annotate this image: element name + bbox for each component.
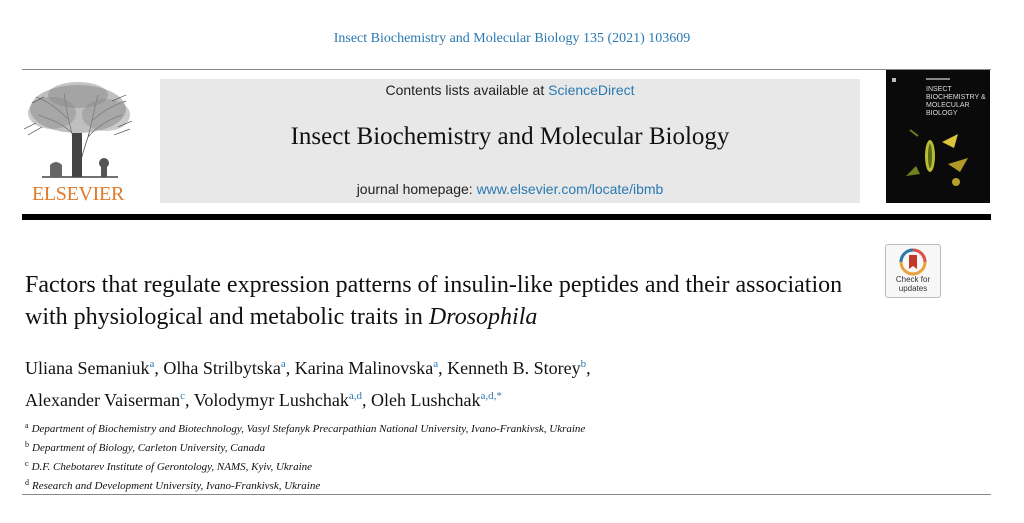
author-list [25,350,885,414]
author-name[interactable]: Uliana Semaniuk [25,358,150,378]
journal-citation[interactable]: Insect Biochemistry and Molecular Biology 135 (2021) 103609 [333,31,691,46]
contents-line [160,82,860,98]
journal-cover-image[interactable] [886,70,990,203]
check-for-updates-button[interactable] [885,244,941,298]
author-affil-sup[interactable]: b [580,358,587,370]
affiliation-text: D.F. Chebotarev Institute of Gerontology, NAMS, Kyiv, Ukraine [31,461,313,473]
author-affil-sup[interactable]: a [433,358,439,370]
author-affil-sup[interactable]: a,d,* [480,390,502,402]
affiliation-mark: d [25,478,29,487]
author-affil-sup[interactable]: a [280,358,286,370]
author-affil-sup[interactable]: a,d [348,390,362,402]
elsevier-wordmark: ELSEVIER [31,183,125,205]
article-title [25,269,885,333]
title-text: Factors that regulate expression patterns of insulin-like peptides and their association with physiological and metabolic traits in [25,272,843,330]
sciencedirect-link[interactable]: ScienceDirect [548,82,635,98]
journal-homepage-link[interactable]: www.elsevier.com/locate/ibmb [476,181,664,197]
affiliation-list [25,418,885,494]
journal-banner [160,79,860,203]
author-name[interactable]: Volodymyr Lushchak [193,390,349,410]
author-name[interactable]: Alexander Vaiserman [25,390,181,410]
header-bottom-rule [22,214,991,220]
author-name[interactable]: Karina Malinovska [294,358,434,378]
author-sep: , [154,358,164,378]
affiliation-mark: c [25,459,29,468]
author-affil-sup[interactable]: c [180,390,185,402]
affiliation-item [25,437,885,456]
author-sep: , [285,358,295,378]
affiliation-item [25,418,885,437]
cover-title: INSECT BIOCHEMISTRY & MOLECULAR BIOLOGY [926,86,986,117]
title-italic-genus: Drosophila [428,304,538,330]
cover-artwork [886,70,990,203]
author-sep: , [438,358,448,378]
homepage-prefix: journal homepage: [356,181,477,197]
affiliation-text: Department of Biochemistry and Biotechnology, Vasyl Stefanyk Precarpathian National University, Ivano-Frankivsk, Ukraine [31,423,586,435]
contents-prefix: Contents lists available at [385,82,549,98]
author-sep: , [586,358,591,378]
affiliation-text: Research and Development University, Ivano-Frankivsk, Ukraine [32,480,321,492]
affiliation-item [25,475,885,494]
affiliation-mark: b [25,440,29,449]
check-updates-icon [886,247,940,277]
author-affil-sup[interactable]: a [149,358,155,370]
journal-title: Insect Biochemistry and Molecular Biology [290,123,730,150]
author-sep: , [185,390,194,410]
affiliation-text: Department of Biology, Carleton University, Canada [32,442,266,454]
affiliation-mark: a [25,421,29,430]
check-updates-label: Check for updates [895,275,931,293]
author-name[interactable]: Oleh Lushchak [370,390,481,410]
homepage-line [160,181,860,197]
content-bottom-rule [22,494,991,495]
header-top-rule [22,69,991,70]
author-sep: , [361,390,371,410]
affiliation-item [25,456,885,475]
author-name[interactable]: Kenneth B. Storey [447,358,581,378]
author-name[interactable]: Olha Strilbytska [163,358,281,378]
